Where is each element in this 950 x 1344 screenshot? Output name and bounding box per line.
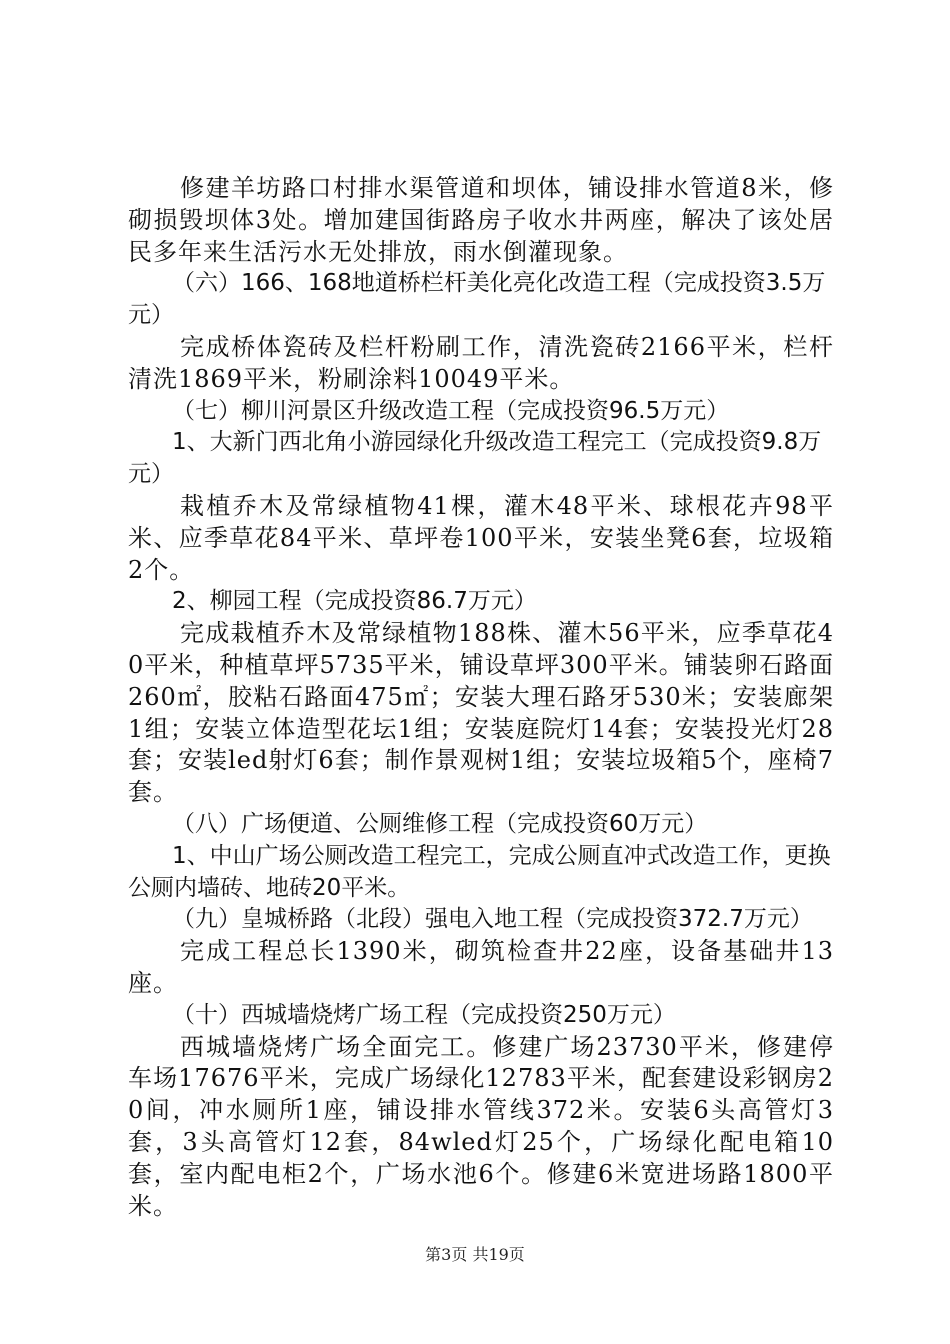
body-paragraph: 完成桥体瓷砖及栏杆粉刷工作，清洗瓷砖2166平米，栏杆清洗1869平米，粉刷涂料10049平米。 — [128, 332, 834, 393]
section-heading: （十）西城墙烧烤广场工程（完成投资250万元） — [172, 1001, 676, 1028]
page-number-footer: 第3页 共19页 — [425, 1245, 525, 1264]
body-paragraph: 完成工程总长1390米，砌筑检查井22座，设备基础井13座。 — [128, 937, 834, 997]
subsection-heading: 2、柳园工程（完成投资86.7万元） — [172, 588, 537, 615]
section-heading: （八）广场便道、公厕维修工程（完成投资60万元） — [172, 810, 708, 837]
subsection-heading: 1、大新门西北角小游园绿化升级改造工程完工（完成投资9.8万元） — [128, 429, 822, 488]
body-paragraph: 修建羊坊路口村排水渠管道和坝体，铺设排水管道8米，修砌损毁坝体3处。增加建国街路房子收水井两座，解决了该处居民多年来生活污水无处排放，雨水倒灌现象。 — [128, 174, 834, 266]
body-paragraph: 完成栽植乔木及常绿植物188株、灌木56平米，应季草花40平米，种植草坪5735平米，铺设草坪300平米。铺装卵石路面260㎡，胶粘石路面475㎡；安装大理石路牙530米；安装廊架1组；安装立体造型花坛1组；安装庭院灯14套；安装投光灯28套；安装led射灯6套；制作景观树1组；安装垃圾箱5个，座椅7套。 — [128, 619, 834, 807]
document-body — [128, 173, 834, 1222]
body-paragraph: 西城墙烧烤广场全面完工。修建广场23730平米，修建停车场17676平米，完成广场绿化12783平米，配套建设彩钢房20间，冲水厕所1座，铺设排水管线372米。安装6头高管灯3套，3头高管灯12套，84wled灯25个，广场绿化配电箱10套，室内配电柜2个，广场水池6个。修建6米宽进场路1800平米。 — [128, 1032, 834, 1220]
section-heading: （九）皇城桥路（北段）强电入地工程（完成投资372.7万元） — [172, 906, 813, 933]
section-heading: （七）柳川河景区升级改造工程（完成投资96.5万元） — [172, 397, 730, 424]
body-paragraph: 栽植乔木及常绿植物41棵，灌木48平米、球根花卉98平米、应季草花84平米、草坪卷100平米，安装坐凳6套，垃圾箱2个。 — [128, 491, 834, 584]
section-heading: （六）166、168地道桥栏杆美化亮化改造工程（完成投资3.5万元） — [128, 270, 826, 329]
subsection-heading: 1、中山广场公厕改造工程完工，完成公厕直冲式改造工作，更换公厕内墙砖、地砖20平米。 — [128, 842, 831, 901]
